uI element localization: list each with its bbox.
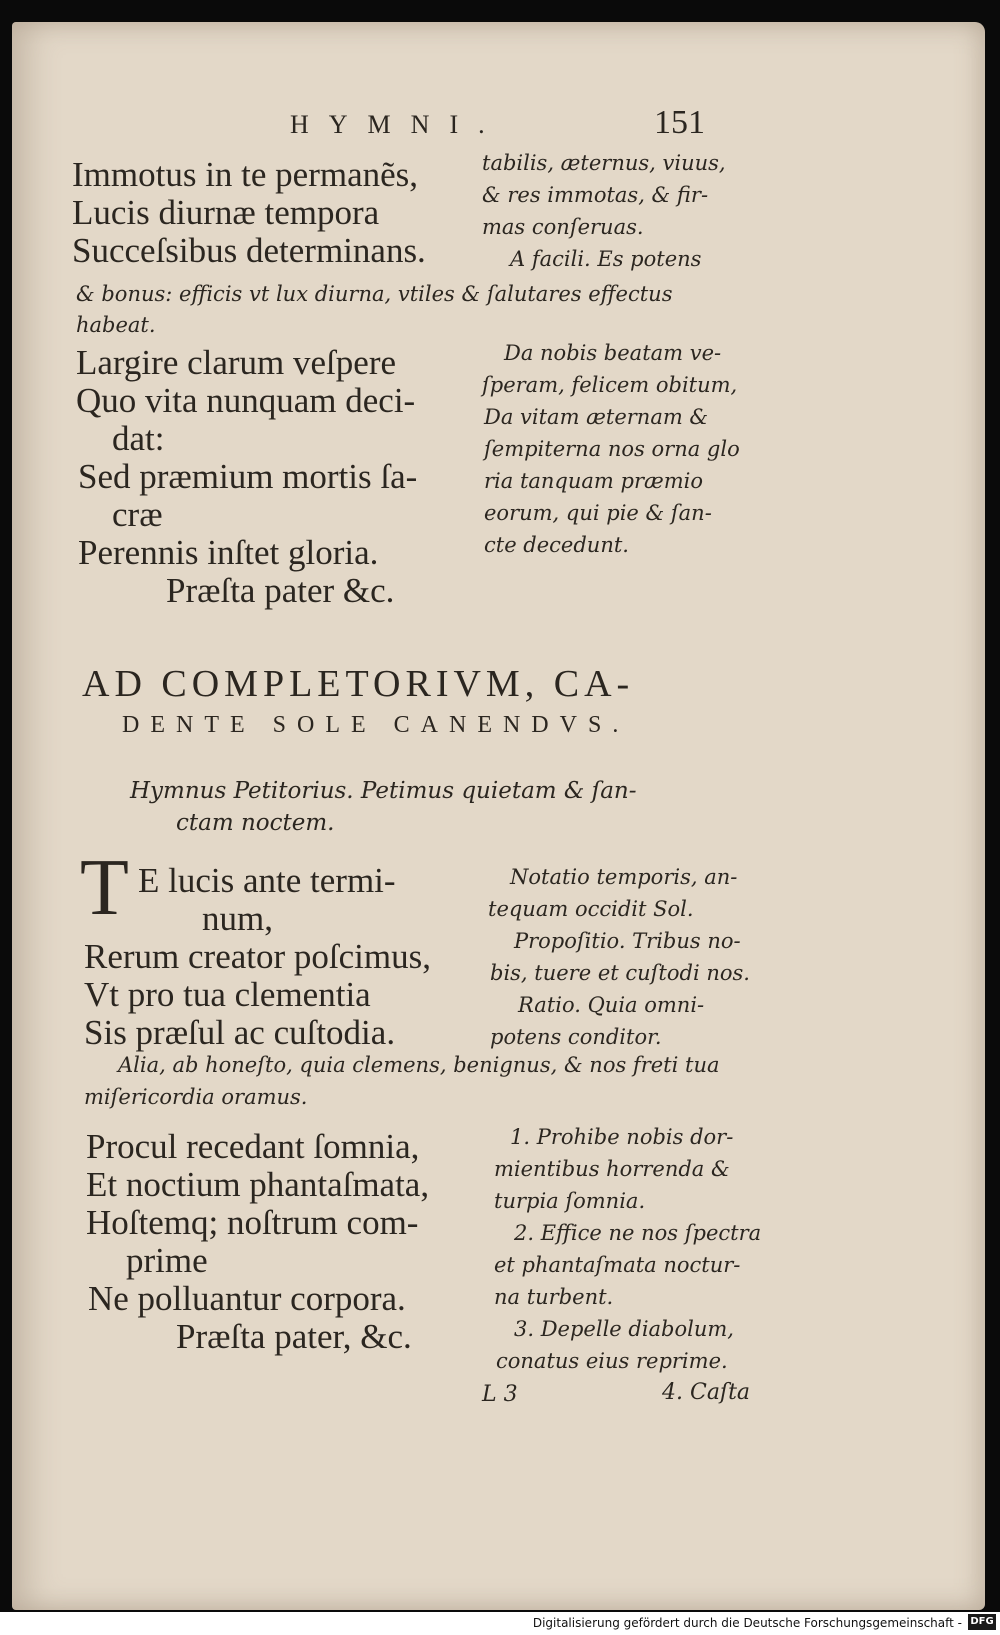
gloss-wide-line: & bonus: efficis vt lux diurna, vtiles & ſalutares effectus xyxy=(76,282,673,306)
gloss-line: Da nobis beatam ve- xyxy=(504,341,722,365)
gloss-line: mientibus horrenda & xyxy=(494,1157,730,1181)
gloss-line: A facili. Es potens xyxy=(510,247,702,271)
verse-line: Largire clarum veſpere xyxy=(76,343,397,382)
gloss-line: ſempiterna nos orna glo xyxy=(484,437,740,461)
section-title-continued: DENTE SOLE CANENDVS. xyxy=(122,712,630,738)
gloss-line: ſperam, felicem obitum, xyxy=(482,373,738,397)
verse-line: dat: xyxy=(112,419,165,458)
verse-line: Lucis diurnæ tempora xyxy=(72,193,380,232)
catchword: 4. Caſta xyxy=(662,1380,751,1405)
gloss-wide-line: Alia, ab honeſto, quia clemens, benignus, & nos freti tua xyxy=(118,1053,720,1077)
verse-line: Perennis inſtet gloria. xyxy=(78,533,379,572)
gloss-wide-line: miſericordia oramus. xyxy=(84,1085,308,1109)
verse-line: Procul recedant ſomnia, xyxy=(86,1127,420,1166)
gloss-line: potens conditor. xyxy=(490,1025,662,1049)
verse-line: Sed præmium mortis ſa- xyxy=(78,457,418,496)
hymn-subtitle: ctam noctem. xyxy=(176,810,335,836)
gloss-line: 2. Effice ne nos ſpectra xyxy=(514,1221,762,1245)
verse-line: Sis præſul ac cuſtodia. xyxy=(84,1013,396,1052)
verse-line: cræ xyxy=(112,495,163,534)
verse-line: Succeſsibus determinans. xyxy=(72,231,426,270)
signature-mark: L 3 xyxy=(482,1382,518,1407)
verse-line: Quo vita nunquam deci- xyxy=(76,381,416,420)
gloss-line: tabilis, æternus, viuus, xyxy=(482,151,726,175)
credit-text: Digitalisierung gefördert durch die Deutsche Forschungsgemeinschaft - xyxy=(532,1616,962,1630)
verse-line: num, xyxy=(202,899,273,938)
gloss-line: turpia ſomnia. xyxy=(494,1189,646,1213)
section-title: AD COMPLETORIVM, CA- xyxy=(82,663,635,705)
gloss-line: & res immotas, & fir- xyxy=(482,183,709,207)
gloss-wide-line: habeat. xyxy=(76,313,156,337)
verse-line: Immotus in te permanẽs, xyxy=(72,155,419,194)
verse-line: Et noctium phantaſmata, xyxy=(86,1165,430,1204)
gloss-line: mas conſeruas. xyxy=(482,215,644,239)
gloss-line: Ratio. Quia omni- xyxy=(518,993,705,1017)
gloss-line: 1. Prohibe nobis dor- xyxy=(510,1125,734,1149)
gloss-line: tequam occidit Sol. xyxy=(488,897,694,921)
gloss-line: eorum, qui pie & ſan- xyxy=(484,501,712,525)
verse-line: E lucis ante termi- xyxy=(138,861,396,900)
verse-line: Rerum creator poſcimus, xyxy=(84,937,431,976)
running-header: HYMNI. xyxy=(290,110,505,139)
gloss-line: ria tanquam præmio xyxy=(484,469,704,493)
gloss-line: Propoſitio. Tribus no- xyxy=(514,929,741,953)
gloss-line: na turbent. xyxy=(494,1285,614,1309)
gloss-line: conatus eius reprime. xyxy=(496,1349,728,1373)
gloss-line: et phantaſmata noctur- xyxy=(494,1253,741,1277)
verse-line: Vt pro tua clementia xyxy=(84,975,371,1014)
verse-line: Præſta pater &c. xyxy=(166,571,395,610)
verse-line: Hoſtemq; noſtrum com- xyxy=(86,1203,419,1242)
verse-line: prime xyxy=(126,1241,208,1280)
drop-capital: T xyxy=(80,844,129,932)
gloss-line: Notatio temporis, an- xyxy=(510,865,738,889)
gloss-line: 3. Depelle diabolum, xyxy=(514,1317,734,1341)
page-number: 151 xyxy=(654,104,705,141)
hymn-subtitle: Hymnus Petitorius. Petimus quietam & ſan- xyxy=(130,778,637,804)
verse-line: Præſta pater, &c. xyxy=(176,1317,412,1356)
gloss-line: bis, tuere et cuſtodi nos. xyxy=(490,961,750,985)
verse-line: Ne polluantur corpora. xyxy=(88,1279,406,1318)
gloss-line: Da vitam æternam & xyxy=(484,405,709,429)
dfg-logo: DFG xyxy=(968,1614,996,1630)
gloss-line: cte decedunt. xyxy=(484,533,629,557)
